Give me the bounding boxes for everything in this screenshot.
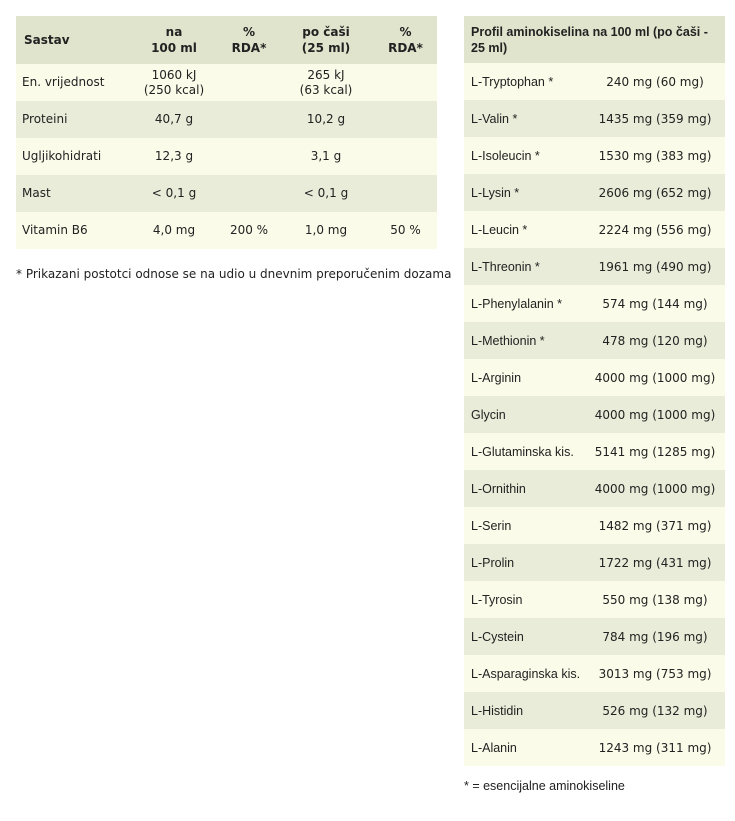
table-row <box>464 248 725 285</box>
amino-acid-name: L-Tyrosin <box>464 581 591 618</box>
per-100ml-value: 12,3 g <box>128 138 220 175</box>
amino-acid-name: L-Leucin * <box>464 211 591 248</box>
amino-acid-value: 4000 mg (1000 mg) <box>591 470 725 507</box>
table-row <box>464 174 725 211</box>
table-row <box>464 692 725 729</box>
rda-glass-value <box>374 64 437 101</box>
amino-acid-name: L-Prolin <box>464 544 591 581</box>
nutrient-name: Vitamin B6 <box>16 212 128 249</box>
amino-acid-value: 1530 mg (383 mg) <box>591 137 725 174</box>
amino-header-row <box>464 16 725 63</box>
rda-glass-value <box>374 138 437 175</box>
amino-acid-value: 5141 mg (1285 mg) <box>591 433 725 470</box>
table-row <box>464 63 725 100</box>
nutrition-table <box>16 16 437 249</box>
amino-acid-value: 526 mg (132 mg) <box>591 692 725 729</box>
amino-acid-name: L-Alanin <box>464 729 591 766</box>
rda-100ml-value <box>220 175 278 212</box>
amino-acid-value: 1482 mg (371 mg) <box>591 507 725 544</box>
per-glass-value: < 0,1 g <box>278 175 374 212</box>
table-row <box>464 618 725 655</box>
per-glass-value: 265 kJ (63 kcal) <box>278 64 374 101</box>
amino-acid-value: 1961 mg (490 mg) <box>591 248 725 285</box>
amino-acid-name: L-Tryptophan * <box>464 63 591 100</box>
table-row <box>464 322 725 359</box>
amino-acid-name: L-Threonin * <box>464 248 591 285</box>
rda-100ml-value: 200 % <box>220 212 278 249</box>
amino-acid-value: 574 mg (144 mg) <box>591 285 725 322</box>
nutrient-name: Ugljikohidrati <box>16 138 128 175</box>
table-row <box>464 470 725 507</box>
header-sastav: Sastav <box>16 16 128 64</box>
rda-glass-value <box>374 101 437 138</box>
amino-acid-name: L-Cystein <box>464 618 591 655</box>
amino-acid-value: 1722 mg (431 mg) <box>591 544 725 581</box>
per-100ml-value: 1060 kJ (250 kcal) <box>128 64 220 101</box>
table-row <box>16 212 437 249</box>
nutrient-name: En. vrijednost <box>16 64 128 101</box>
header-rda-glass: % RDA* <box>374 16 437 64</box>
amino-acid-name: L-Histidin <box>464 692 591 729</box>
nutrient-name: Mast <box>16 175 128 212</box>
table-row <box>464 285 725 322</box>
amino-acid-value: 478 mg (120 mg) <box>591 322 725 359</box>
header-rda-100ml: % RDA* <box>220 16 278 64</box>
header-per-glass: po čaši (25 ml) <box>278 16 374 64</box>
table-row <box>16 138 437 175</box>
rda-glass-value <box>374 175 437 212</box>
table-row <box>464 137 725 174</box>
amino-acid-name: L-Ornithin <box>464 470 591 507</box>
per-100ml-value: 4,0 mg <box>128 212 220 249</box>
amino-acid-name: L-Lysin * <box>464 174 591 211</box>
table-row <box>16 175 437 212</box>
table-row <box>464 433 725 470</box>
table-row <box>464 507 725 544</box>
per-100ml-value: < 0,1 g <box>128 175 220 212</box>
per-glass-value: 10,2 g <box>278 101 374 138</box>
amino-acid-table <box>464 16 725 766</box>
table-row <box>16 101 437 138</box>
amino-acid-value: 3013 mg (753 mg) <box>591 655 725 692</box>
rda-100ml-value <box>220 101 278 138</box>
table-row <box>16 64 437 101</box>
table-row <box>464 729 725 766</box>
amino-acid-name: Glycin <box>464 396 591 433</box>
amino-acid-name: L-Asparaginska kis. <box>464 655 591 692</box>
amino-acid-name: L-Valin * <box>464 100 591 137</box>
nutrition-header-row <box>16 16 437 64</box>
table-row <box>464 396 725 433</box>
amino-acid-value: 2224 mg (556 mg) <box>591 211 725 248</box>
header-per-100ml: na 100 ml <box>128 16 220 64</box>
amino-acid-name: L-Methionin * <box>464 322 591 359</box>
per-glass-value: 3,1 g <box>278 138 374 175</box>
amino-acid-value: 4000 mg (1000 mg) <box>591 359 725 396</box>
amino-acid-name: L-Arginin <box>464 359 591 396</box>
amino-acid-name: L-Isoleucin * <box>464 137 591 174</box>
table-row <box>464 655 725 692</box>
amino-acid-value: 240 mg (60 mg) <box>591 63 725 100</box>
amino-acid-value: 784 mg (196 mg) <box>591 618 725 655</box>
nutrient-name: Proteini <box>16 101 128 138</box>
rda-100ml-value <box>220 64 278 101</box>
amino-acid-name: L-Glutaminska kis. <box>464 433 591 470</box>
amino-acid-name: L-Phenylalanin * <box>464 285 591 322</box>
amino-acid-value: 550 mg (138 mg) <box>591 581 725 618</box>
amino-acid-name: L-Serin <box>464 507 591 544</box>
amino-acid-value: 4000 mg (1000 mg) <box>591 396 725 433</box>
amino-acid-list <box>464 63 725 766</box>
table-row <box>464 581 725 618</box>
amino-acid-value: 1243 mg (311 mg) <box>591 729 725 766</box>
table-row <box>464 359 725 396</box>
amino-acid-value: 2606 mg (652 mg) <box>591 174 725 211</box>
table-row <box>464 211 725 248</box>
amino-header: Profil aminokiselina na 100 ml (po čaši - 25 ml) <box>464 16 725 63</box>
table-row <box>464 100 725 137</box>
per-100ml-value: 40,7 g <box>128 101 220 138</box>
essential-footnote: * = esencijalne aminokiseline <box>464 779 625 793</box>
per-glass-value: 1,0 mg <box>278 212 374 249</box>
amino-acid-value: 1435 mg (359 mg) <box>591 100 725 137</box>
rda-footnote: * Prikazani postotci odnose se na udio u dnevnim preporučenim dozama <box>16 267 452 281</box>
rda-glass-value: 50 % <box>374 212 437 249</box>
table-row <box>464 544 725 581</box>
rda-100ml-value <box>220 138 278 175</box>
